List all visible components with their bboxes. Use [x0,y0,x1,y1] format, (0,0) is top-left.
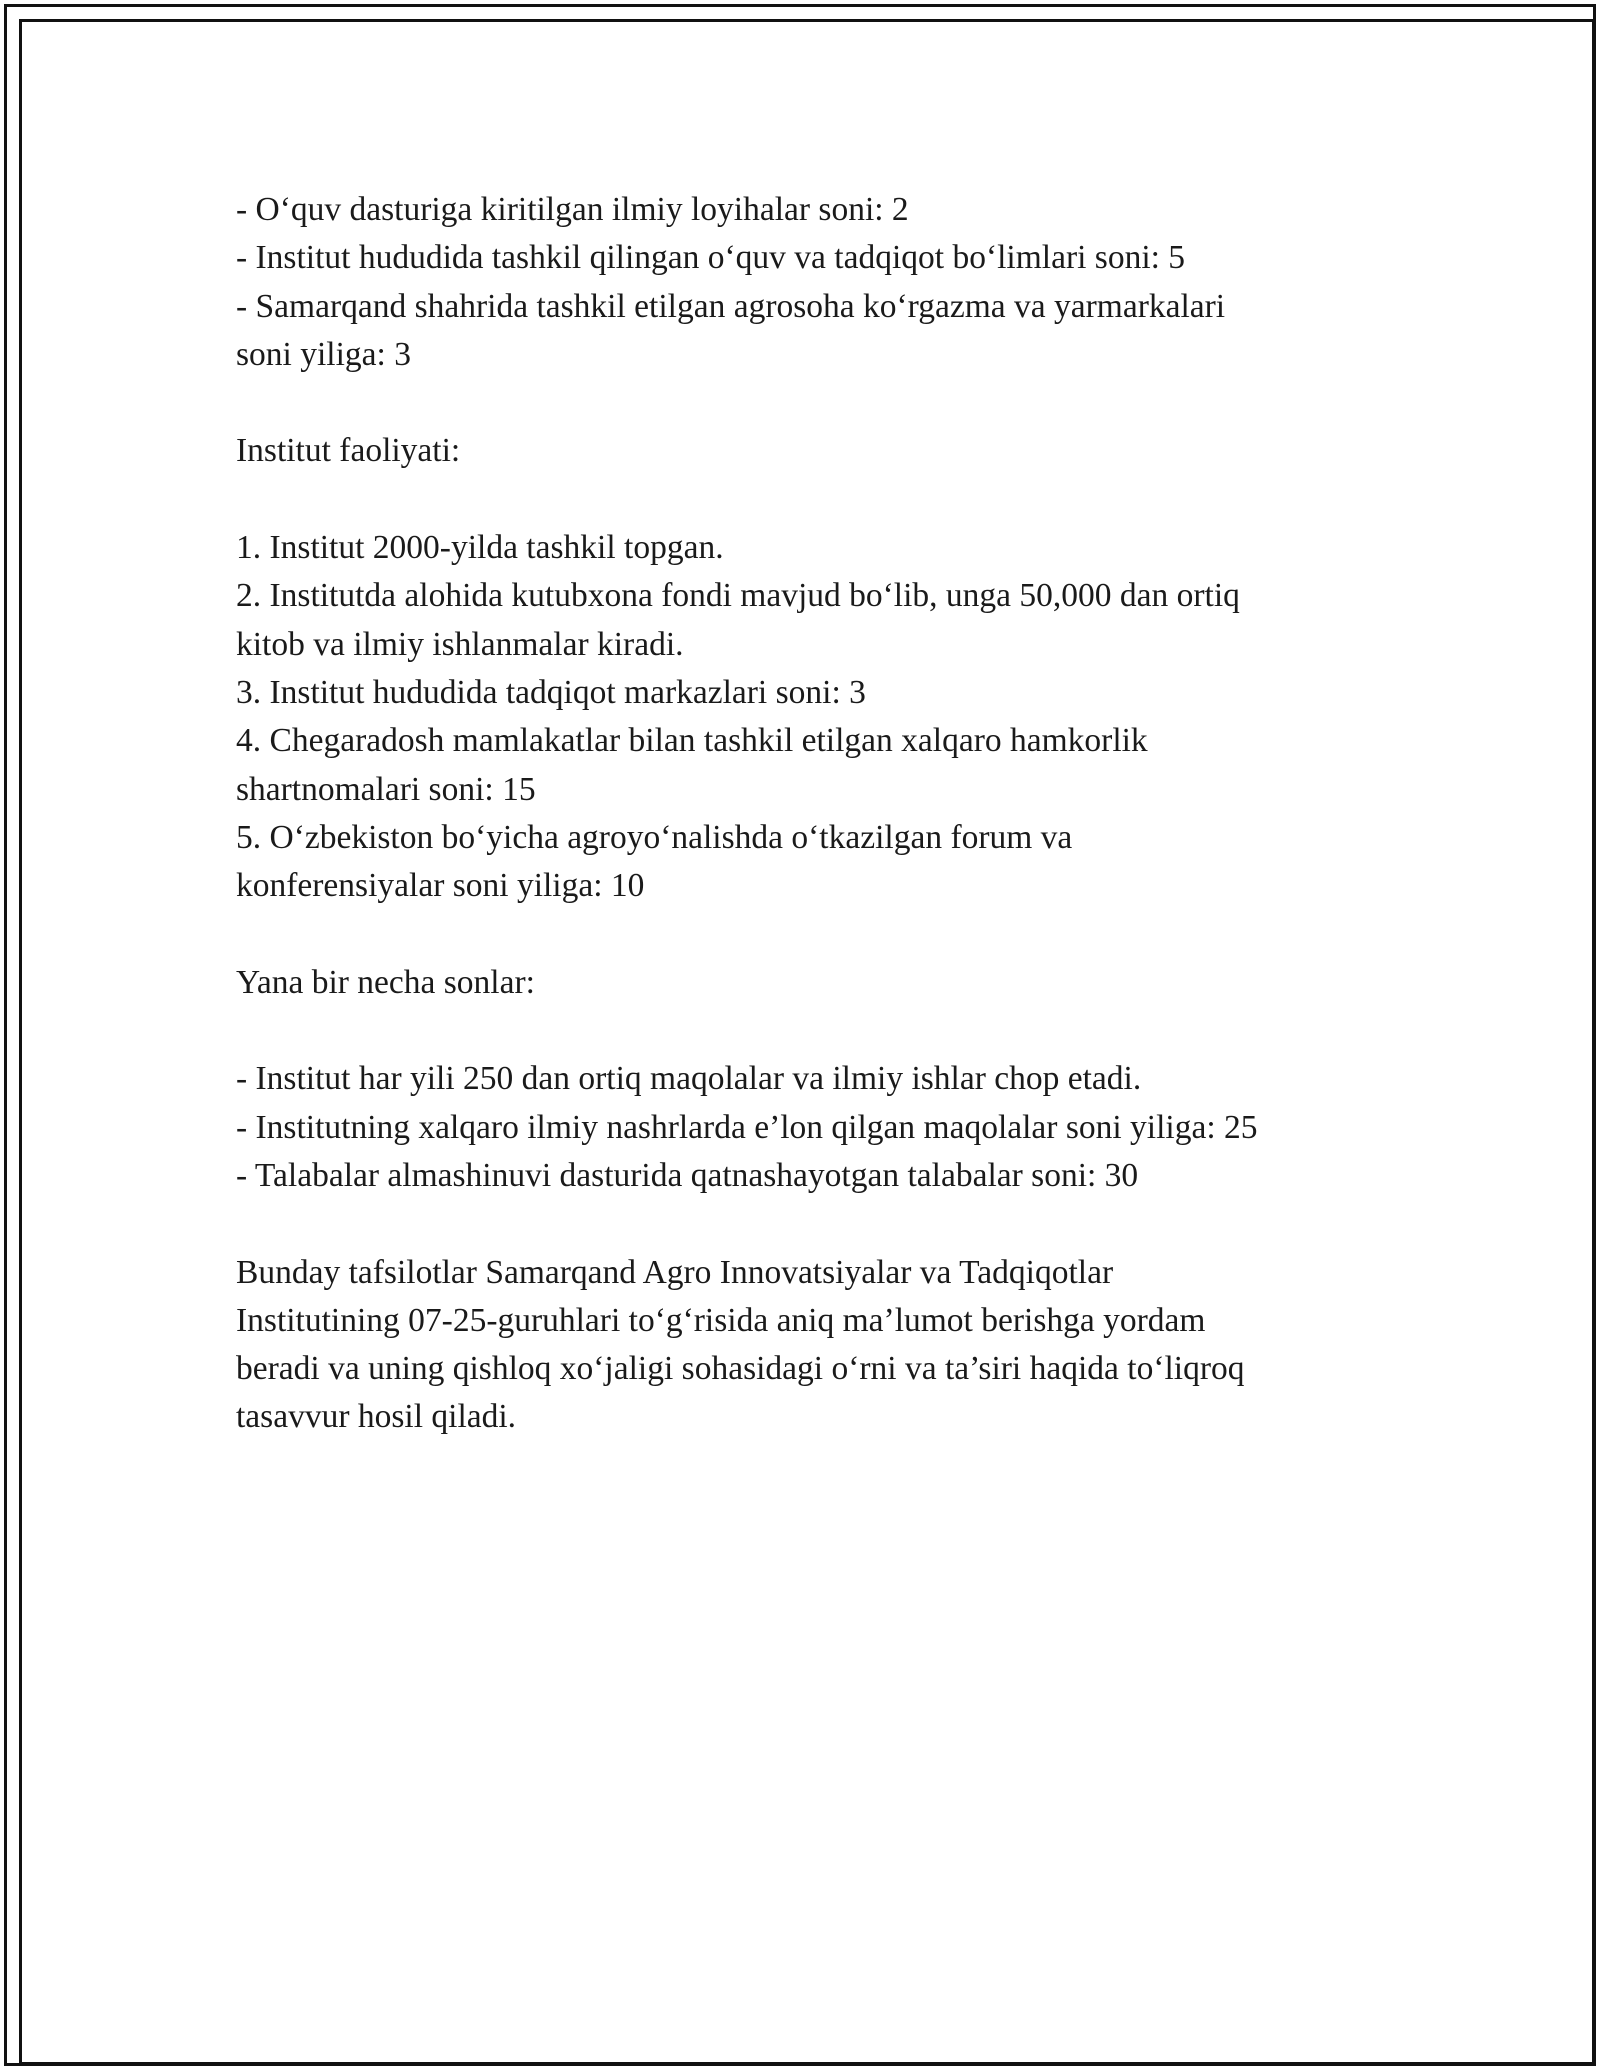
paragraph-gap [236,1200,1386,1248]
paragraph-line: tasavvur hosil qiladi. [236,1398,517,1436]
list-item-continuation: shartnomalari soni: 15 [236,770,536,808]
list-item: 4. Chegaradosh mamlakatlar bilan tashkil etilgan xalqaro hamkorlik [236,722,1148,760]
intro-list [236,186,1386,379]
list-item: 2. Institutda alohida kutubxona fondi mavjud bo‘lib, unga 50,000 dan ortiq [236,577,1240,615]
paragraph-line: beradi va uning qishloq xo‘jaligi sohasidagi o‘rni va ta’siri haqida to‘liqroq [236,1350,1245,1388]
paragraph-line: Bunday tafsilotlar Samarqand Agro Innovatsiyalar va Tadqiqotlar [236,1253,1114,1291]
paragraph-gap [236,476,1386,524]
list-item: - Institut har yili 250 dan ortiq maqolalar va ilmiy ishlar chop etadi. [236,1060,1142,1098]
section-heading-numbers: Yana bir necha sonlar: [236,963,535,1001]
list-item: 5. O‘zbekiston bo‘yicha agroyo‘nalishda o‘tkazilgan forum va [236,818,1073,856]
list-item-continuation: konferensiyalar soni yiliga: 10 [236,867,645,905]
list-item: - Institut hududida tashkil qilingan o‘quv va tadqiqot bo‘limlari soni: 5 [236,239,1186,277]
list-item: - Talabalar almashinuvi dasturida qatnashayotgan talabalar soni: 30 [236,1156,1139,1194]
paragraph-gap [236,1007,1386,1055]
list-item: 3. Institut hududida tadqiqot markazlari soni: 3 [236,673,866,711]
activity-list [236,524,1386,910]
list-item: - O‘quv dasturiga kiritilgan ilmiy loyihalar soni: 2 [236,191,909,228]
list-item-continuation: kitob va ilmiy ishlanmalar kiradi. [236,625,684,663]
list-item: 1. Institut 2000-yilda tashkil topgan. [236,529,724,567]
paragraph-gap [236,379,1386,427]
paragraph-gap [236,910,1386,958]
numbers-list [236,1055,1386,1200]
list-item: - Institutning xalqaro ilmiy nashrlarda e’lon qilgan maqolalar soni yiliga: 25 [236,1108,1258,1146]
paragraph-line: Institutining 07-25-guruhlari to‘g‘risida aniq ma’lumot berishga yordam [236,1301,1206,1339]
list-item: - Samarqand shahrida tashkil etilgan agrosoha ko‘rgazma va yarmarkalari [236,287,1226,325]
document-body [236,186,1386,1442]
section-heading-activity: Institut faoliyati: [236,432,461,470]
conclusion-paragraph [236,1249,1386,1442]
list-item-continuation: soni yiliga: 3 [236,335,411,373]
